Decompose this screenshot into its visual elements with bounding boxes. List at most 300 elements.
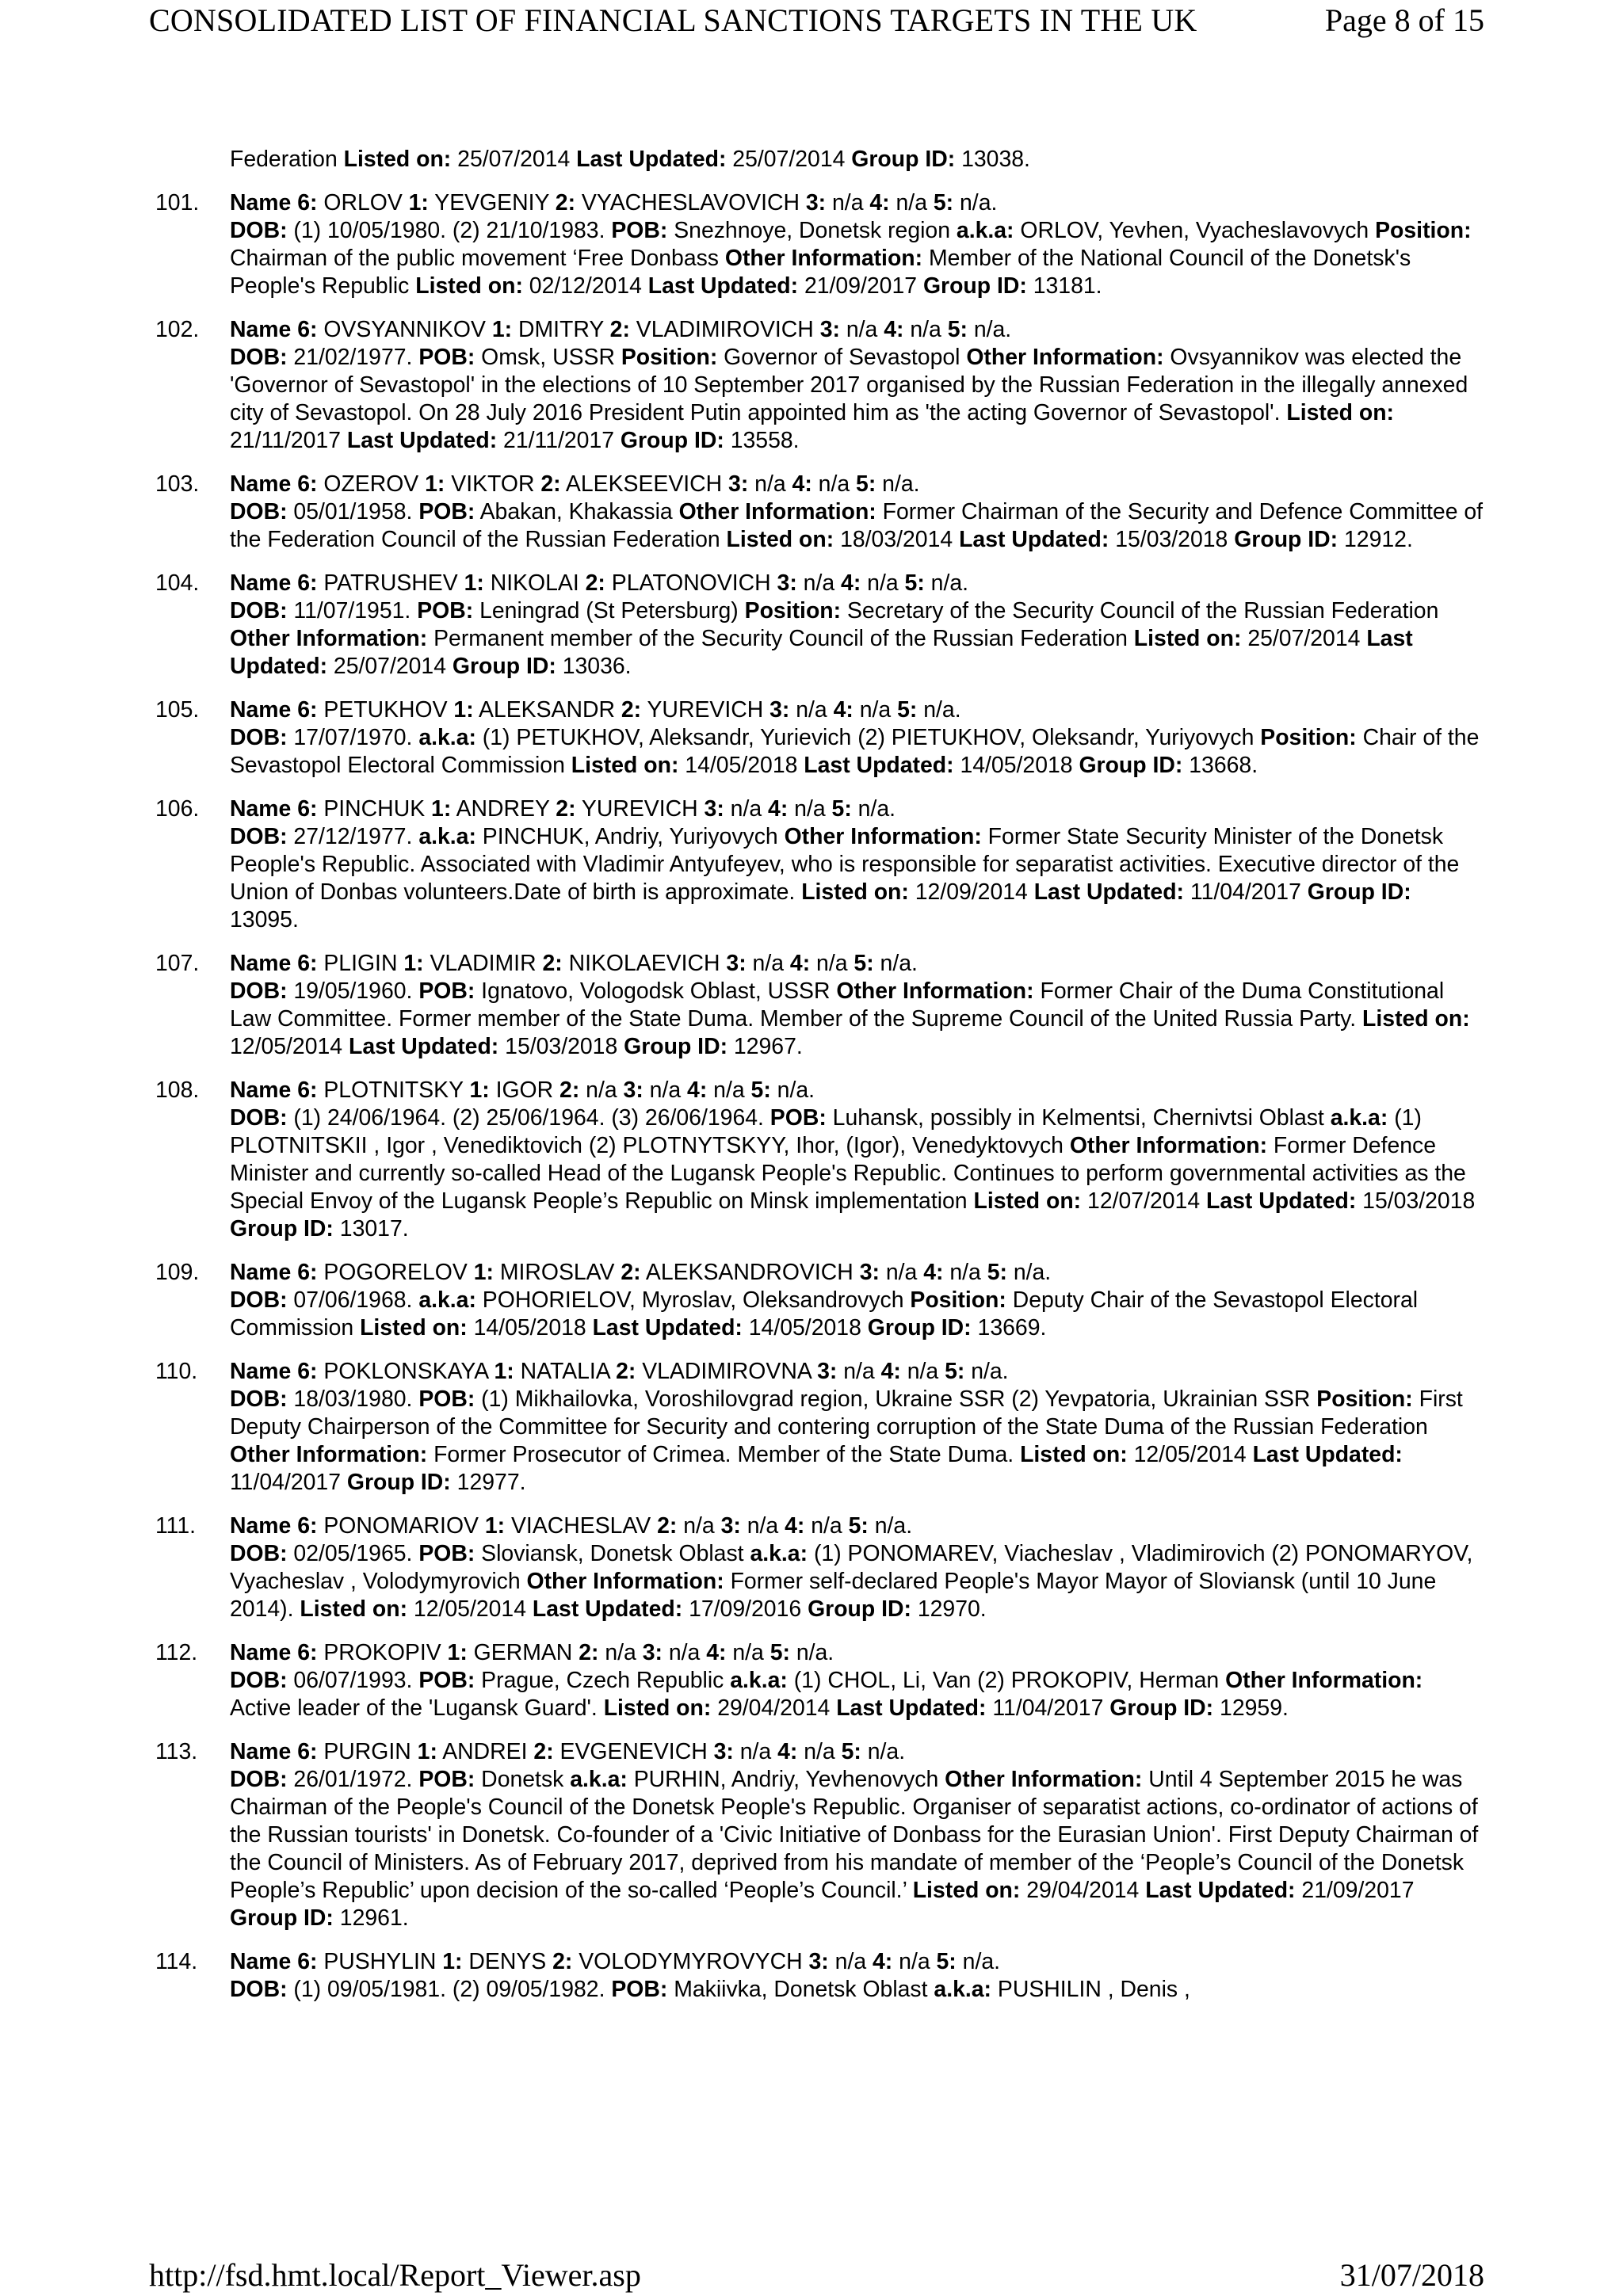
field-label: 3: <box>769 697 790 723</box>
field-label: 4: <box>789 951 811 976</box>
field-label: Last Updated: <box>836 1695 987 1721</box>
field-label: Position: <box>621 345 718 370</box>
field-value: n/a. <box>789 1640 834 1665</box>
field-value: YUREVICH <box>641 697 770 723</box>
field-value: 13036. <box>556 654 632 679</box>
field-label: POB: <box>418 345 475 370</box>
field-label: DOB: <box>230 1541 288 1566</box>
field-value: Former Defence Minister and currently so-called Head of the Lugansk People's Republic. Continues to perform governmental activities as the Special Envoy of the Lugansk People’s Republic on Minsk implementation <box>230 1133 1466 1214</box>
field-value: Sloviansk, Donetsk Oblast <box>475 1541 750 1566</box>
field-value: n/a. <box>967 317 1012 342</box>
list-item <box>155 950 1484 1061</box>
field-label: Group ID: <box>620 428 724 453</box>
field-value: n/a. <box>964 1359 1009 1384</box>
field-label: Name 6: <box>230 1359 318 1384</box>
field-label: Name 6: <box>230 190 318 215</box>
field-value: n/a. <box>861 1739 906 1764</box>
entry-details <box>230 978 1484 1061</box>
field-value: Luhansk, possibly in Kelmentsi, Chernivtsi Oblast <box>826 1105 1331 1131</box>
field-label: 2: <box>616 1359 636 1384</box>
field-label: Group ID: <box>808 1596 911 1622</box>
field-label: 3: <box>819 317 840 342</box>
field-label: Group ID: <box>1109 1695 1214 1721</box>
field-label: Name 6: <box>230 1739 318 1764</box>
field-value: ANDREY <box>451 796 556 822</box>
field-value: Former self-declared People's Mayor Mayor of Sloviansk (until 10 June 2014). <box>230 1569 1437 1622</box>
field-label: Listed on: <box>603 1695 712 1721</box>
entry-number: 106. <box>155 796 200 822</box>
field-label: 3: <box>777 570 797 596</box>
field-label: 3: <box>704 796 724 822</box>
field-label: Other Information: <box>230 626 428 651</box>
field-value: 21/02/1977. <box>287 345 419 370</box>
field-value: (1) Mikhailovka, Voroshilovgrad region, Ukraine SSR (2) Yevpatoria, Ukrainian SSR <box>475 1386 1317 1412</box>
field-label: 2: <box>579 1640 599 1665</box>
field-value: 29/04/2014 <box>1020 1878 1146 1903</box>
entry-body <box>230 1639 1484 1722</box>
field-value: n/a <box>879 1260 924 1285</box>
field-label: 1: <box>425 471 445 497</box>
field-value: (1) CHOL, Li, Van (2) PROKOPIV, Herman <box>787 1668 1226 1693</box>
field-label: a.k.a: <box>570 1767 628 1792</box>
field-label: Name 6: <box>230 796 318 822</box>
field-label: Last Updated: <box>1145 1878 1296 1903</box>
field-label: 4: <box>777 1739 798 1764</box>
field-label: 3: <box>817 1359 838 1384</box>
field-value: 25/07/2014 <box>726 147 852 172</box>
field-value: 26/01/1972. <box>287 1767 419 1792</box>
field-label: Last Updated: <box>532 1596 683 1622</box>
field-label: Last Updated: <box>1033 879 1184 905</box>
field-label: 1: <box>464 570 484 596</box>
field-value: Deputy Chair of the Sevastopol Electoral Commission <box>230 1287 1419 1341</box>
field-value: 14/05/2018 <box>742 1315 868 1341</box>
list-item <box>155 471 1484 554</box>
field-label: 5: <box>769 1640 790 1665</box>
field-label: Position: <box>1316 1386 1413 1412</box>
footer-date: 31/07/2018 <box>1339 2257 1484 2293</box>
field-value: VIKTOR <box>445 471 541 497</box>
field-label: 4: <box>841 570 861 596</box>
field-value: 02/05/1965. <box>287 1541 419 1566</box>
field-value: PETUKHOV <box>317 697 454 723</box>
entry-body <box>230 570 1484 681</box>
field-label: Last Updated: <box>592 1315 743 1341</box>
field-label: Name 6: <box>230 697 318 723</box>
field-value: ALEKSANDROVICH <box>640 1260 860 1285</box>
entry-number: 103. <box>155 471 200 497</box>
field-value: 25/07/2014 <box>451 147 577 172</box>
field-value: n/a <box>828 1949 873 1974</box>
field-value: GERMAN <box>467 1640 579 1665</box>
entry-body <box>230 1512 1484 1623</box>
field-label: POB: <box>418 499 475 524</box>
field-value: NATALIA <box>514 1359 617 1384</box>
list-item <box>155 1512 1484 1623</box>
entry-number: 105. <box>155 697 200 723</box>
entry-number: 101. <box>155 190 200 215</box>
field-value: Until 4 September 2015 he was Chairman of the People's Council of the Donetsk People's Republic. Organiser of separatist actions, co-ordinator of actions of the Russian tourists' in Donetsk. Co-founder of a 'Civic Initiative of Donbass for the Eurasian Union'. First Deputy Chairman of the Council of Ministers. As of February 2017, deprived from his mandate of member of the ‘People’s Council of the Donetsk People’s Republic’ upon decision of the so-called ‘People’s Council.’ <box>230 1767 1479 1903</box>
field-label: 5: <box>750 1077 771 1103</box>
entry-body <box>230 1948 1484 2004</box>
field-value: (1) PLOTNITSKII , Igor , Venediktovich (2) PLOTNYTSKYY, Ihor, (Igor), Venedyktovych <box>230 1105 1422 1158</box>
field-label: 4: <box>706 1640 727 1665</box>
field-value: ORLOV, Yevhen, Vyacheslavovych <box>1014 218 1376 243</box>
entry-details <box>230 1540 1484 1623</box>
field-value: 11/04/2017 <box>1184 879 1308 905</box>
field-label: 5: <box>904 570 925 596</box>
field-value: Snezhnoye, Donetsk region <box>667 218 957 243</box>
field-label: POB: <box>418 1386 475 1412</box>
field-value: n/a <box>789 697 834 723</box>
field-label: 1: <box>469 1077 490 1103</box>
field-label: 1: <box>453 697 474 723</box>
field-label: Other Information: <box>724 246 923 271</box>
entry-body <box>230 1358 1484 1497</box>
field-label: Listed on: <box>1133 626 1242 651</box>
field-value: 17/07/1970. <box>287 725 419 750</box>
field-label: 5: <box>936 1949 957 1974</box>
field-value: Active leader of the 'Lugansk Guard'. <box>230 1695 604 1721</box>
field-label: 1: <box>447 1640 468 1665</box>
field-value: n/a <box>726 1640 770 1665</box>
field-label: Listed on: <box>912 1878 1021 1903</box>
field-value: Chair of the Sevastopol Electoral Commission <box>230 725 1480 778</box>
field-label: 3: <box>726 951 747 976</box>
entry-name-line <box>230 1738 1484 1766</box>
field-label: 1: <box>417 1739 437 1764</box>
entry-name-line <box>230 696 1484 724</box>
field-label: Other Information: <box>230 1442 428 1467</box>
field-value: PUSHILIN , Denis , <box>991 1977 1190 2002</box>
field-label: Listed on: <box>726 527 834 552</box>
field-label: 4: <box>833 697 854 723</box>
entry-details <box>230 823 1484 934</box>
field-value: 13668. <box>1182 753 1258 778</box>
field-value: 14/05/2018 <box>467 1315 593 1341</box>
field-label: 1: <box>484 1513 506 1539</box>
field-value: PINCHUK, Andriy, Yuriyovych <box>475 824 785 849</box>
field-value: n/a. <box>868 1513 913 1539</box>
field-value: PONOMARIOV <box>317 1513 485 1539</box>
field-label: 2: <box>542 951 563 976</box>
field-label: a.k.a: <box>1330 1105 1388 1131</box>
field-value: VOLODYMYROVYCH <box>572 1949 809 1974</box>
list-item <box>155 1639 1484 1722</box>
field-value: 13669. <box>971 1315 1047 1341</box>
entry-body <box>230 1738 1484 1932</box>
field-label: Last Updated: <box>1252 1442 1403 1467</box>
entry-name-line <box>230 570 1484 597</box>
field-value: YEVGENIY <box>428 190 556 215</box>
list-item <box>155 316 1484 455</box>
field-label: Name 6: <box>230 570 318 596</box>
field-label: Group ID: <box>230 1216 334 1241</box>
field-label: 4: <box>869 190 890 215</box>
field-value: POKLONSKAYA <box>317 1359 495 1384</box>
field-label: Listed on: <box>360 1315 468 1341</box>
field-label: Position: <box>1260 725 1357 750</box>
field-label: 3: <box>805 190 827 215</box>
field-value: n/a <box>853 697 898 723</box>
page-number: Page 8 of 15 <box>1324 2 1484 38</box>
field-value: 13038. <box>955 147 1030 172</box>
field-label: Listed on: <box>300 1596 408 1622</box>
field-label: Last Updated: <box>576 147 727 172</box>
field-label: Name 6: <box>230 471 318 497</box>
field-value: n/a <box>892 1949 937 1974</box>
field-label: Group ID: <box>452 654 556 679</box>
field-value: n/a <box>839 317 884 342</box>
entry-name-line <box>230 1639 1484 1667</box>
field-label: Listed on: <box>571 753 679 778</box>
field-value: n/a <box>810 951 854 976</box>
field-label: DOB: <box>230 1767 288 1792</box>
field-label: 1: <box>403 951 424 976</box>
field-value: Prague, Czech Republic <box>475 1668 731 1693</box>
field-label: 5: <box>947 317 968 342</box>
field-label: 5: <box>831 796 852 822</box>
entry-details <box>230 1386 1484 1497</box>
entry-body <box>230 189 1484 300</box>
entry-body <box>230 795 1484 934</box>
field-label: a.k.a: <box>750 1541 808 1566</box>
field-label: a.k.a: <box>956 218 1014 243</box>
field-label: 2: <box>585 570 605 596</box>
field-value: n/a. <box>1006 1260 1052 1285</box>
field-value: n/a. <box>956 1949 1001 1974</box>
field-value: 12977. <box>450 1470 526 1495</box>
field-label: Name 6: <box>230 1260 318 1285</box>
field-value: (1) 24/06/1964. (2) 25/06/1964. (3) 26/06/1964. <box>287 1105 770 1131</box>
field-label: a.k.a: <box>730 1668 788 1693</box>
entry-number: 107. <box>155 951 200 976</box>
list-item <box>155 189 1484 300</box>
entry-details <box>230 1287 1484 1342</box>
field-value: n/a. <box>851 796 896 822</box>
field-label: 4: <box>687 1077 708 1103</box>
field-value: 27/12/1977. <box>287 824 419 849</box>
field-value: 12/07/2014 <box>1081 1188 1207 1214</box>
field-label: POB: <box>611 1977 668 2002</box>
entry-number: 111. <box>155 1513 197 1539</box>
field-value: 14/05/2018 <box>953 753 1079 778</box>
field-value: n/a <box>943 1260 987 1285</box>
entries-list <box>155 189 1484 2004</box>
field-label: Last Updated: <box>1206 1188 1357 1214</box>
field-value: 12970. <box>911 1596 987 1622</box>
field-value: PATRUSHEV <box>317 570 464 596</box>
field-value: n/a <box>900 1359 945 1384</box>
entry-details <box>230 344 1484 455</box>
field-value: IGOR <box>489 1077 560 1103</box>
field-value: 13181. <box>1026 273 1102 299</box>
entry-name-line <box>230 950 1484 978</box>
list-item <box>155 1738 1484 1932</box>
entry-details <box>230 217 1484 300</box>
field-value: 05/01/1958. <box>287 499 419 524</box>
entry-name-line <box>230 1358 1484 1386</box>
field-value: n/a. <box>953 190 998 215</box>
field-label: Other Information: <box>784 824 982 849</box>
field-value: n/a. <box>873 951 918 976</box>
field-label: POB: <box>418 1668 475 1693</box>
field-value: 13017. <box>333 1216 409 1241</box>
field-value: Ovsyannikov was elected the 'Governor of Sevastopol' in the elections of 10 September 2017 organised by the Russian Federation in the illegally annexed city of Sevastopol. On 28 July 2016 President Putin appointed him as 'the acting Governor of Sevastopol'. <box>230 345 1468 425</box>
field-label: POB: <box>769 1105 827 1131</box>
field-label: DOB: <box>230 824 288 849</box>
field-label: Listed on: <box>1362 1006 1470 1032</box>
field-value: n/a <box>740 1513 785 1539</box>
entry-body <box>230 1077 1484 1243</box>
field-label: 1: <box>408 190 429 215</box>
field-label: 2: <box>559 1077 580 1103</box>
field-value: 13095. <box>230 907 299 933</box>
entry-number: 110. <box>155 1359 198 1384</box>
field-value: n/a <box>903 317 948 342</box>
field-value: 21/09/2017 <box>798 273 923 299</box>
field-value: Ignatovo, Vologodsk Oblast, USSR <box>475 978 837 1004</box>
field-value: n/a <box>748 471 792 497</box>
footer-url: http://fsd.hmt.local/Report_Viewer.asp <box>149 2257 641 2293</box>
field-label: 2: <box>657 1513 678 1539</box>
field-value: 13558. <box>724 428 800 453</box>
field-label: 2: <box>533 1739 554 1764</box>
field-label: 3: <box>728 471 749 497</box>
field-label: Last Updated: <box>647 273 799 299</box>
entry-body <box>230 316 1484 455</box>
field-value: 12967. <box>727 1034 803 1059</box>
field-value: Abakan, Khakassia <box>475 499 679 524</box>
entry-name-line <box>230 1259 1484 1287</box>
field-value: Federation <box>230 147 344 172</box>
field-value: Leningrad (St Petersburg) <box>473 598 745 624</box>
field-label: Name 6: <box>230 951 318 976</box>
field-value: 12/05/2014 <box>230 1034 349 1059</box>
entry-name-line <box>230 471 1484 498</box>
field-value: Former State Security Minister of the Donetsk People's Republic. Associated with Vladimir Antyufeyev, who is responsible for separatist activities. Executive director of the Union of Donbas volunteers.Date of birth is approximate. <box>230 824 1460 905</box>
field-value: Omsk, USSR <box>475 345 621 370</box>
field-value: VLADIMIR <box>423 951 543 976</box>
field-label: Name 6: <box>230 1949 318 1974</box>
list-item <box>155 1358 1484 1497</box>
field-label: 4: <box>884 317 904 342</box>
list-item <box>155 1259 1484 1342</box>
field-label: 2: <box>555 190 576 215</box>
field-value: OZEROV <box>317 471 426 497</box>
field-value: 21/11/2017 <box>497 428 621 453</box>
field-value: 12912. <box>1338 527 1413 552</box>
field-label: DOB: <box>230 499 288 524</box>
field-value: 07/06/1968. <box>287 1287 419 1313</box>
field-label: 2: <box>540 471 561 497</box>
field-label: a.k.a: <box>418 1287 476 1313</box>
field-label: Position: <box>910 1287 1006 1313</box>
field-value: POGORELOV <box>317 1260 474 1285</box>
field-value: NIKOLAI <box>483 570 586 596</box>
field-value: n/a <box>837 1359 881 1384</box>
field-label: Listed on: <box>973 1188 1082 1214</box>
entry-number: 114. <box>155 1949 198 1974</box>
field-label: 2: <box>621 697 642 723</box>
entry-details <box>230 1976 1484 2004</box>
field-value: MIROSLAV <box>493 1260 621 1285</box>
field-label: POB: <box>418 1767 475 1792</box>
field-label: 2: <box>609 317 630 342</box>
field-value: 06/07/1993. <box>287 1668 419 1693</box>
field-value: VLADIMIROVICH <box>629 317 820 342</box>
entry-number: 104. <box>155 570 200 596</box>
field-label: 3: <box>859 1260 880 1285</box>
field-label: 1: <box>473 1260 494 1285</box>
field-label: Other Information: <box>526 1569 724 1594</box>
field-label: 5: <box>841 1739 861 1764</box>
field-label: Name 6: <box>230 1640 318 1665</box>
field-value: (1) 09/05/1981. (2) 09/05/1982. <box>287 1977 612 2002</box>
entry-details <box>230 1104 1484 1243</box>
field-value: DMITRY <box>512 317 610 342</box>
field-value: Governor of Sevastopol <box>717 345 967 370</box>
field-value: n/a. <box>924 570 969 596</box>
field-value: n/a <box>598 1640 643 1665</box>
field-label: DOB: <box>230 978 288 1004</box>
entry-details <box>230 724 1484 780</box>
field-label: 4: <box>785 1513 805 1539</box>
field-value: Former Prosecutor of Crimea. Member of the State Duma. <box>427 1442 1021 1467</box>
field-value: Secretary of the Security Council of the Russian Federation <box>841 598 1439 624</box>
field-value: n/a. <box>876 471 920 497</box>
field-value: n/a <box>796 570 842 596</box>
field-label: DOB: <box>230 345 288 370</box>
entry-body <box>230 696 1484 780</box>
field-value: 12959. <box>1213 1695 1289 1721</box>
field-value: NIKOLAEVICH <box>562 951 727 976</box>
field-value: POHORIELOV, Myroslav, Oleksandrovych <box>475 1287 911 1313</box>
entry-name-line <box>230 1077 1484 1104</box>
field-value: n/a <box>812 471 857 497</box>
entry-number: 113. <box>155 1739 198 1764</box>
entry-name-line <box>230 189 1484 217</box>
field-label: Other Information: <box>1225 1668 1423 1693</box>
field-label: 3: <box>808 1949 829 1974</box>
field-value: 12961. <box>333 1905 409 1931</box>
field-label: Listed on: <box>801 879 909 905</box>
entry-name-line <box>230 1948 1484 1976</box>
field-label: 4: <box>792 471 812 497</box>
field-label: a.k.a: <box>934 1977 992 2002</box>
field-value: VYACHESLAVOVICH <box>575 190 806 215</box>
field-label: DOB: <box>230 725 288 750</box>
field-value: Donetsk <box>475 1767 571 1792</box>
field-label: Listed on: <box>1286 400 1395 425</box>
list-item <box>155 1948 1484 2004</box>
field-value: ALEKSANDR <box>473 697 621 723</box>
entry-number: 112. <box>155 1640 198 1665</box>
field-label: Group ID: <box>922 273 1027 299</box>
field-label: a.k.a: <box>418 725 476 750</box>
field-value: 29/04/2014 <box>711 1695 837 1721</box>
field-value: PLOTNITSKY <box>317 1077 470 1103</box>
field-label: Group ID: <box>1079 753 1183 778</box>
field-value: n/a <box>826 190 870 215</box>
field-value: 11/04/2017 <box>986 1695 1110 1721</box>
field-value: 12/05/2014 <box>1127 1442 1253 1467</box>
field-value: ALEKSEEVICH <box>560 471 729 497</box>
continued-entry-text <box>155 146 1484 174</box>
field-value: 11/07/1951. <box>287 598 418 624</box>
field-label: 3: <box>720 1513 741 1539</box>
field-label: POB: <box>418 1541 475 1566</box>
